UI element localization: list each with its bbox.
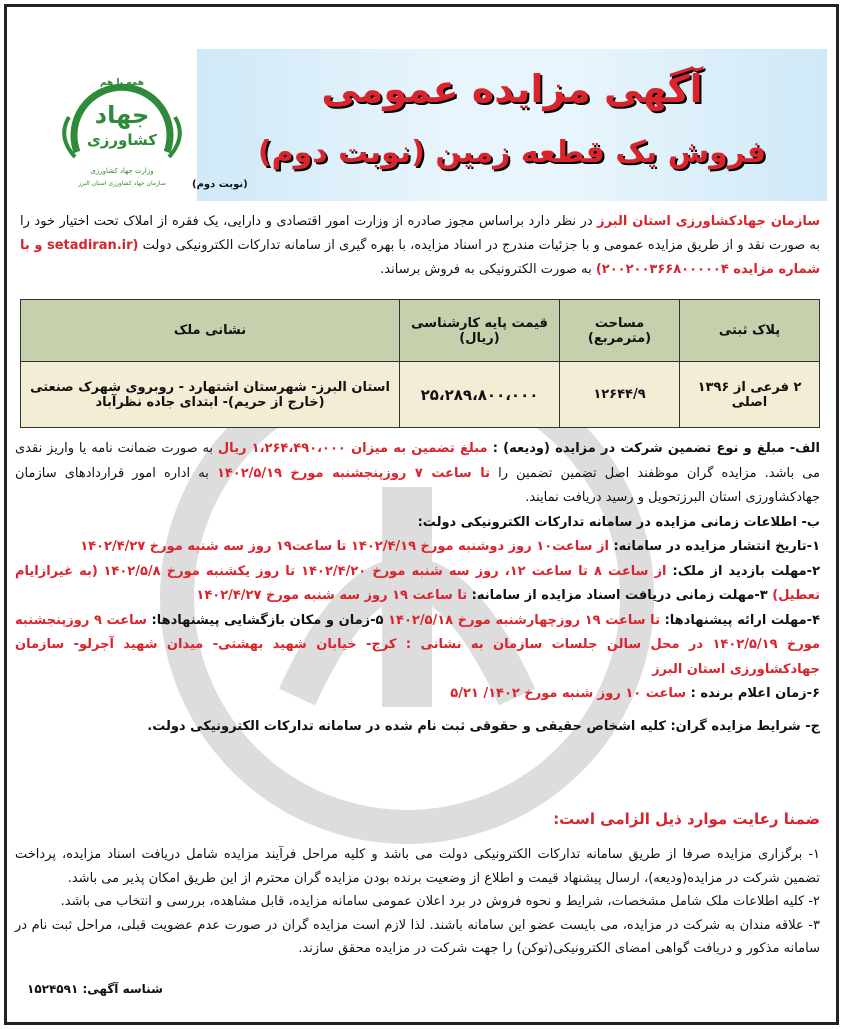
site-link[interactable]: (setadiran.ir	[46, 238, 139, 253]
schedule-value: ساعت ۹ روزپنجشنبه مورخ ۱۴۰۲/۵/۱۹ در محل سالن جلسات سازمان به نشانی : کرج- خیابان شهید بهشتی- میدان شهید آجرلو- سازمان جهادکشاورزی استان البرز	[15, 612, 820, 677]
list-item: ۳- علاقه مندان به شرکت در مزایده، می بایست عضو این سامانه باشند. لذا لازم است مزایده گران در صورت عدم عضویت قبلی، مراحل ثبت نام در سامانه مذکور و دریافت گواهی امضای الکترونیکی(توکن) را جهت شرکت در مزایده محقق سازند.	[15, 917, 820, 956]
auction-number: و با شماره مزایده ۲۰۰۲۰۰۳۶۶۸۰۰۰۰۰۴)	[20, 238, 820, 277]
table-row	[21, 362, 820, 428]
page-title: آگهی مزایده عمومی	[321, 67, 703, 111]
col-address: نشانی ملک	[21, 300, 400, 362]
cell-area: ۱۲۶۴۴/۹	[560, 362, 680, 428]
col-price: قیمت پایه کارشناسی (ریال)	[400, 300, 560, 362]
schedule-label: ۵-زمان و مکان بازگشایی پیشنهادها:	[146, 612, 389, 628]
section-a-text-2: به اداره امور قراردادهای سازمان جهادکشاورزی استان البرزتحویل و رسید دریافت نمایند.	[15, 465, 820, 505]
section-b-title: ب- اطلاعات زمانی مزایده در سامانه تدارکات الکترونیکی دولت:	[417, 514, 820, 530]
svg-text:همه با هم: همه با هم	[99, 78, 145, 88]
property-table	[20, 299, 820, 428]
schedule-label: ۲-مهلت بازدید از ملک:	[666, 563, 820, 579]
auction-details	[15, 437, 820, 739]
notes-list	[15, 843, 820, 961]
notes-title: ضمنا رعایت موارد ذیل الزامی است:	[553, 810, 820, 828]
guarantee-amount: مبلغ تضمین به میزان ۱،۲۶۴،۴۹۰،۰۰۰ ریال	[217, 441, 488, 456]
schedule-value: تا ساعت ۱۹ روزچهارشنبه مورخ ۱۴۰۲/۵/۱۸	[388, 612, 660, 628]
schedule-value: تا ساعت ۱۹ روز سه شنبه مورخ ۱۴۰۲/۴/۲۷	[196, 588, 468, 603]
schedule-item-2	[15, 560, 820, 609]
notice-frame	[4, 4, 839, 1025]
schedule-label: ۱-تاریخ انتشار مزایده در سامانه:	[608, 539, 820, 554]
schedule-item-1	[15, 535, 820, 560]
org-name: سازمان جهادکشاورزی استان البرز	[597, 214, 820, 229]
cell-address: استان البرز- شهرستان اشتهارد - روبروی شهرک صنعتی (خارج از حریم)- ابتدای جاده نظرآباد	[21, 362, 400, 428]
section-a	[15, 437, 820, 511]
section-a-text-1: به صورت ضمانت نامه یا واریز نقدی می باشد. مزایده گران موظفند اصل تضمین تضمین را	[15, 441, 821, 481]
col-plate: پلاک ثبتی	[680, 300, 820, 362]
jihad-keshavarzi-logo-icon	[47, 57, 197, 207]
schedule-label: ۴-مهلت ارائه پیشنهادها:	[659, 612, 820, 628]
col-area: مساحت (مترمربع)	[560, 300, 680, 362]
schedule-note: (به غیرازایام تعطیل)	[15, 563, 820, 603]
list-item: ۲- کلیه اطلاعات ملک شامل مشخصات، شرایط و نحوه فروش در برد اعلان عمومی سامانه مزایده، قابل مشاهده، بررسی و انتخاب می باشد.	[60, 894, 820, 909]
svg-text:سازمان جهاد کشاورزی استان البر: سازمان جهاد کشاورزی استان البرز	[78, 180, 166, 187]
schedule-value: از ساعت۱۰ روز دوشنبه مورخ ۱۴۰۲/۴/۱۹ تا ساعت۱۹ روز سه شنبه مورخ ۱۴۰۲/۴/۲۷	[80, 539, 609, 554]
list-item: ۱- برگزاری مزایده صرفا از طریق سامانه تدارکات الکترونیکی دولت می باشد و کلیه مراحل فرآیند مزایده شامل دریافت اسناد مزایده، پرداخت تضمین شرکت در مزایده(ودیعه)، ارسال پیشنهاد قیمت و اطلاع از وضعیت برنده بودن مزایده گران محترم از این طریق امکان پذیر می باشد.	[15, 847, 820, 886]
guarantee-deadline: تا ساعت ۷ روزپنجشنبه مورخ ۱۴۰۲/۵/۱۹	[216, 465, 490, 481]
cell-price: ۲۵،۲۸۹،۸۰۰،۰۰۰	[400, 362, 560, 428]
section-c: ج- شرایط مزایده گران: کلیه اشخاص حقیقی و حقوقی ثبت نام شده در سامانه تدارکات الکترونیکی دولت.	[147, 718, 820, 734]
intro-text-1: در نظر دارد براساس مجوز صادره از وزارت امور اقتصادی و دارایی، یک فقره از املاک تحت اختیار خود را به صورت نقد و از طریق مزایده عمومی و با جزئیات مندرج در اسناد مزایده، با بهره گیری از سامانه تدارکات الکترونیکی دولت	[20, 214, 820, 253]
schedule-item-6	[15, 682, 820, 707]
ad-id: شناسه آگهی: ۱۵۲۴۵۹۱	[27, 982, 163, 996]
schedule-value: ساعت ۱۰ روز شنبه مورخ ۱۴۰۲/ ۵/۲۱	[450, 686, 687, 701]
schedule-item-4	[15, 609, 820, 683]
schedule-value: از ساعت ۸ تا ساعت ۱۲، روز سه شنبه مورخ ۱۴۰۲/۴/۲۰ تا روز یکشنبه مورخ ۱۴۰۲/۵/۸	[103, 563, 667, 579]
page-subtitle: فروش یک قطعه زمین (نوبت دوم)	[257, 135, 767, 170]
intro-paragraph	[20, 210, 820, 282]
section-a-label: الف- مبلغ و نوع تضمین شرکت در مزایده (ودیعه) :	[487, 441, 820, 456]
schedule-label: ۳-مهلت زمانی دریافت اسناد مزایده از سامانه:	[467, 588, 773, 603]
svg-text:وزارت جهاد کشاورزی: وزارت جهاد کشاورزی	[90, 167, 154, 175]
svg-text:جهاد: جهاد	[94, 101, 150, 129]
svg-text:کشاورزی: کشاورزی	[87, 131, 157, 149]
intro-text-2: به صورت الکترونیکی به فروش برساند.	[380, 262, 596, 277]
round-note: (نوبت دوم)	[192, 179, 248, 190]
schedule-label: ۶-زمان اعلام برنده :	[686, 686, 820, 701]
cell-plate: ۲ فرعی از ۱۳۹۶ اصلی	[680, 362, 820, 428]
